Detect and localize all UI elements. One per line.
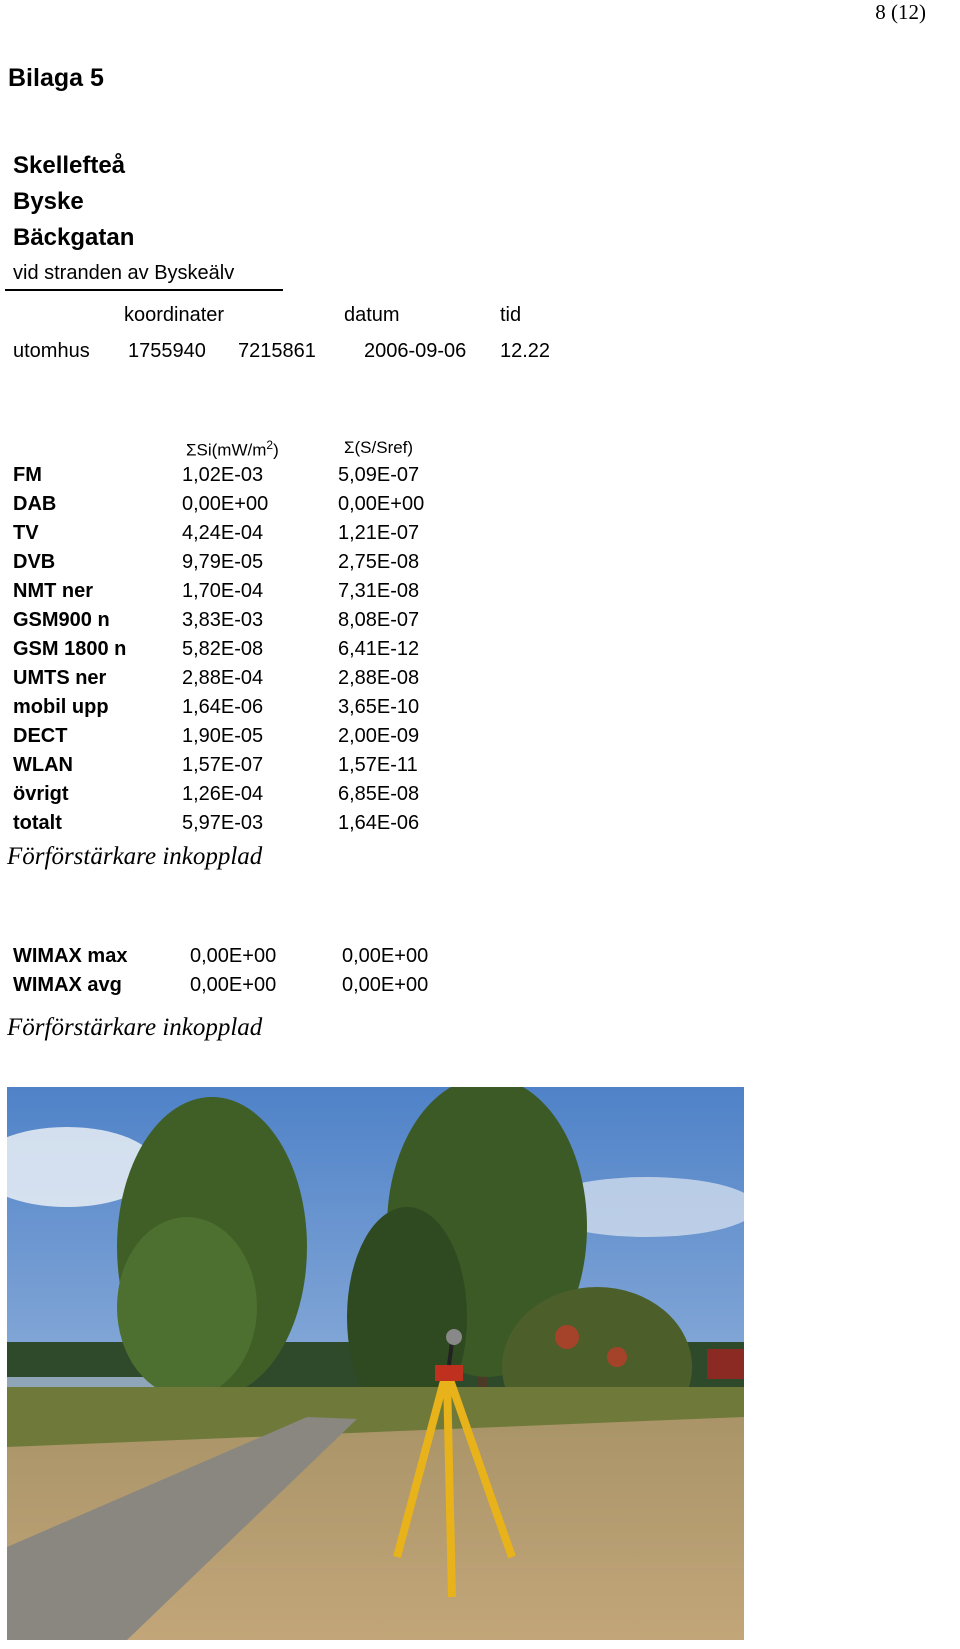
table-row-si-cell: 1,90E-05 (182, 725, 264, 747)
si-header-text: ΣSi(mW/m (186, 440, 267, 460)
table-row-ratio-cell: 1,57E-11 (338, 754, 418, 776)
si-header-tail: ) (273, 440, 279, 460)
coords-header: koordinater (124, 304, 225, 326)
table-row-si-cell: 5,82E-08 (182, 638, 264, 660)
wimax-row-label-cell: WIMAX avg (13, 974, 122, 996)
location-description: vid stranden av Byskeälv (13, 262, 235, 284)
table-row-label-cell: totalt (13, 812, 62, 834)
table-row-label-cell: NMT ner (13, 580, 93, 602)
ratio-column-header: Σ(S/Sref) (344, 438, 414, 457)
wimax-row-label-cell: WIMAX max (13, 945, 128, 967)
site-photo-illustration (7, 1087, 744, 1640)
table-row-ratio-cell: 7,31E-08 (338, 580, 420, 602)
page-number: 8 (12) (875, 0, 926, 24)
coord-y: 7215861 (238, 340, 316, 362)
table-row-ratio-cell: 2,00E-09 (338, 725, 420, 747)
table-row-label-cell: WLAN (13, 754, 73, 776)
time-header: tid (500, 304, 522, 326)
table-row-ratio-cell: 6,41E-12 (338, 638, 420, 660)
meta-time: 12.22 (500, 340, 551, 362)
table-row-si-cell: 4,24E-04 (182, 522, 264, 544)
meta-label: utomhus (13, 340, 90, 362)
si-header-sup: 2 (266, 438, 274, 452)
location-municipality: Skellefteå (13, 152, 126, 179)
table-note: Förförstärkare inkopplad (7, 843, 263, 870)
table-row-label-cell: övrigt (13, 783, 69, 805)
wimax-row-ratio-cell: 0,00E+00 (342, 974, 429, 996)
table-row-label-cell: UMTS ner (13, 667, 107, 689)
table-row-ratio-cell: 2,88E-08 (338, 667, 420, 689)
table-row-ratio-cell: 1,64E-06 (338, 812, 420, 834)
table-row-label-cell: FM (13, 464, 42, 486)
table-row-ratio-cell: 2,75E-08 (338, 551, 420, 573)
wimax-row-ratio-cell: 0,00E+00 (342, 945, 429, 967)
table-row-ratio-cell: 6,85E-08 (338, 783, 420, 805)
date-header: datum (344, 304, 400, 326)
description-underline (5, 289, 283, 291)
wimax-note: Förförstärkare inkopplad (7, 1014, 263, 1041)
table-row-ratio-cell: 1,21E-07 (338, 522, 420, 544)
table-row-si-cell: 5,97E-03 (182, 812, 264, 834)
table-row-si-cell: 9,79E-05 (182, 551, 264, 573)
table-row-label-cell: GSM900 n (13, 609, 110, 631)
table-row-si-cell: 1,57E-07 (182, 754, 264, 776)
page-heading: Bilaga 5 (8, 64, 104, 92)
coord-x: 1755940 (128, 340, 206, 362)
table-row-si-cell: 3,83E-03 (182, 609, 264, 631)
table-row-label-cell: TV (13, 522, 39, 544)
table-row-label-cell: DECT (13, 725, 68, 747)
table-row-si-cell: 1,64E-06 (182, 696, 264, 718)
table-row-label-cell: DVB (13, 551, 56, 573)
table-row-ratio-cell: 3,65E-10 (338, 696, 420, 718)
wimax-row-si-cell: 0,00E+00 (190, 974, 277, 996)
table-row-ratio-cell: 8,08E-07 (338, 609, 420, 631)
table-row-si-cell: 2,88E-04 (182, 667, 264, 689)
table-row-ratio-cell: 5,09E-07 (338, 464, 420, 486)
location-street: Bäckgatan (13, 224, 135, 251)
table-row-label-cell: GSM 1800 n (13, 638, 127, 660)
table-row-si-cell: 0,00E+00 (182, 493, 269, 515)
table-row-si-cell: 1,26E-04 (182, 783, 264, 805)
table-row-label-cell: mobil upp (13, 696, 109, 718)
table-row-si-cell: 1,02E-03 (182, 464, 264, 486)
site-photo (7, 1087, 744, 1640)
location-town: Byske (13, 188, 84, 215)
table-row-ratio-cell: 0,00E+00 (338, 493, 425, 515)
meta-date: 2006-09-06 (364, 340, 467, 362)
table-row-label-cell: DAB (13, 493, 57, 515)
table-row-si-cell: 1,70E-04 (182, 580, 264, 602)
wimax-row-si-cell: 0,00E+00 (190, 945, 277, 967)
si-column-header (186, 438, 279, 461)
